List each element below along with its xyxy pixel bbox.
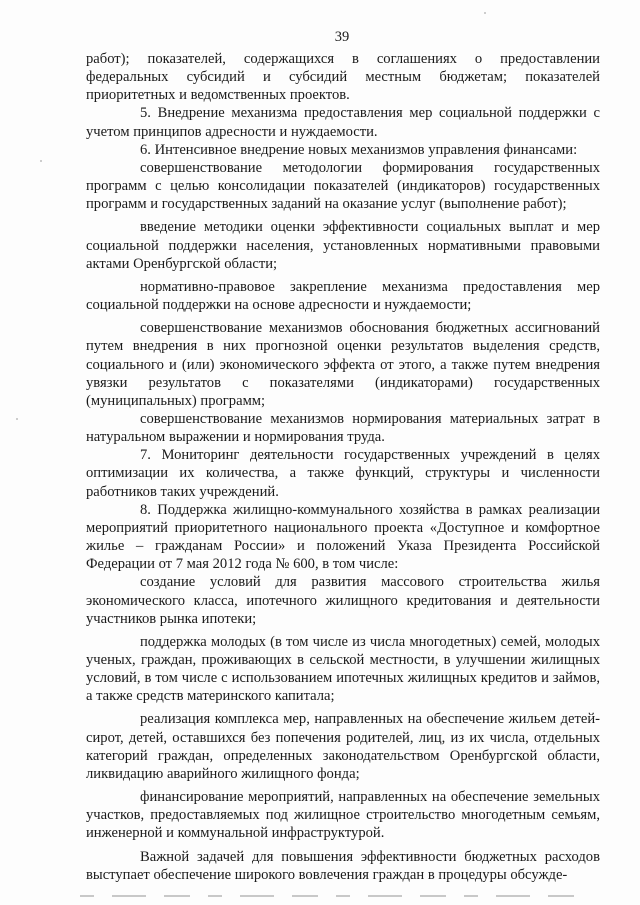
document-body — [86, 50, 600, 884]
scan-speck — [16, 418, 18, 420]
paragraph: 7. Мониторинг деятельности государственных учреждений в целях оптимизации их количества, а также функций, структуры и численности работников таких учреждений. — [86, 447, 600, 500]
paragraph: нормативно-правовое закрепление механизма предоставления мер социальной поддержки на основе адресности и нуждаемости; — [86, 278, 600, 314]
page-number: 39 — [334, 29, 350, 45]
paragraph: совершенствование механизмов обоснования бюджетных ассигнований путем внедрения в них прогнозной оценки результатов выделения средств, социального и (или) экономического эффекта от этого, а также путем внедрения увязки результатов с показателями (индикаторами) государственных (муниципальных) программ; — [86, 320, 600, 409]
paragraph: 8. Поддержка жилищно-коммунального хозяйства в рамках реализации мероприятий приоритетного национального проекта «Доступное и комфортное жилье – гражданам России» и положений Указа Президента Российской Федерации от 7 мая 2012 года № 600, в том числе: — [86, 501, 600, 573]
paragraph: 5. Внедрение механизма предоставления мер социальной поддержки с учетом принципов адресности и нуждаемости. — [86, 105, 600, 140]
paragraph: реализация комплекса мер, направленных на обеспечение жильем детей-сирот, детей, оставшихся без попечения родителей, лиц, из их числа, отдельных категорий граждан, определенных законодательством Оренбургской области, ликвидацию аварийного жилищного фонда; — [86, 711, 600, 782]
paragraph: 6. Интенсивное внедрение новых механизмов управления финансами: — [140, 141, 578, 158]
scan-edge-artifact — [80, 893, 620, 899]
paragraph: Важной задачей для повышения эффективности бюджетных расходов выступает обеспечение широкого вовлечения граждан в процедуры обсужде- — [86, 848, 600, 883]
paragraph: совершенствование методологии формирования государственных программ с целью консолидации показателей (индикаторов) государственных программ и государственных заданий на оказание услуг (выполнение работ); — [86, 159, 600, 213]
paragraph: поддержка молодых (в том числе из числа многодетных) семей, молодых ученых, граждан, проживающих в сельской местности, в улучшении жилищных условий, в том числе с использованием ипотечных жилищных кредитов и займов, а также средств материнского капитала; — [86, 633, 600, 705]
paragraph: введение методики оценки эффективности социальных выплат и мер социальной поддержки населения, установленных нормативными правовыми актами Оренбургской области; — [86, 219, 600, 272]
paragraph: совершенствование механизмов нормирования материальных затрат в натуральном выражении и нормирования труда. — [86, 410, 600, 446]
scan-speck — [484, 12, 486, 14]
paragraph: создание условий для развития массового строительства жилья экономического класса, ипотечного жилищного кредитования и деятельности участников рынка ипотеки; — [86, 574, 600, 627]
paragraph: финансирование мероприятий, направленных на обеспечение земельных участков, предоставляемых под жилищное строительство многодетным семьям, инженерной и коммунальной инфраструктурой. — [86, 789, 600, 842]
paragraph: работ); показателей, содержащихся в соглашениях о предоставлении федеральных субсидий и субсидий местным бюджетам; показателей приоритетных и ведомственных проектов. — [86, 51, 600, 104]
scan-speck — [40, 160, 42, 162]
